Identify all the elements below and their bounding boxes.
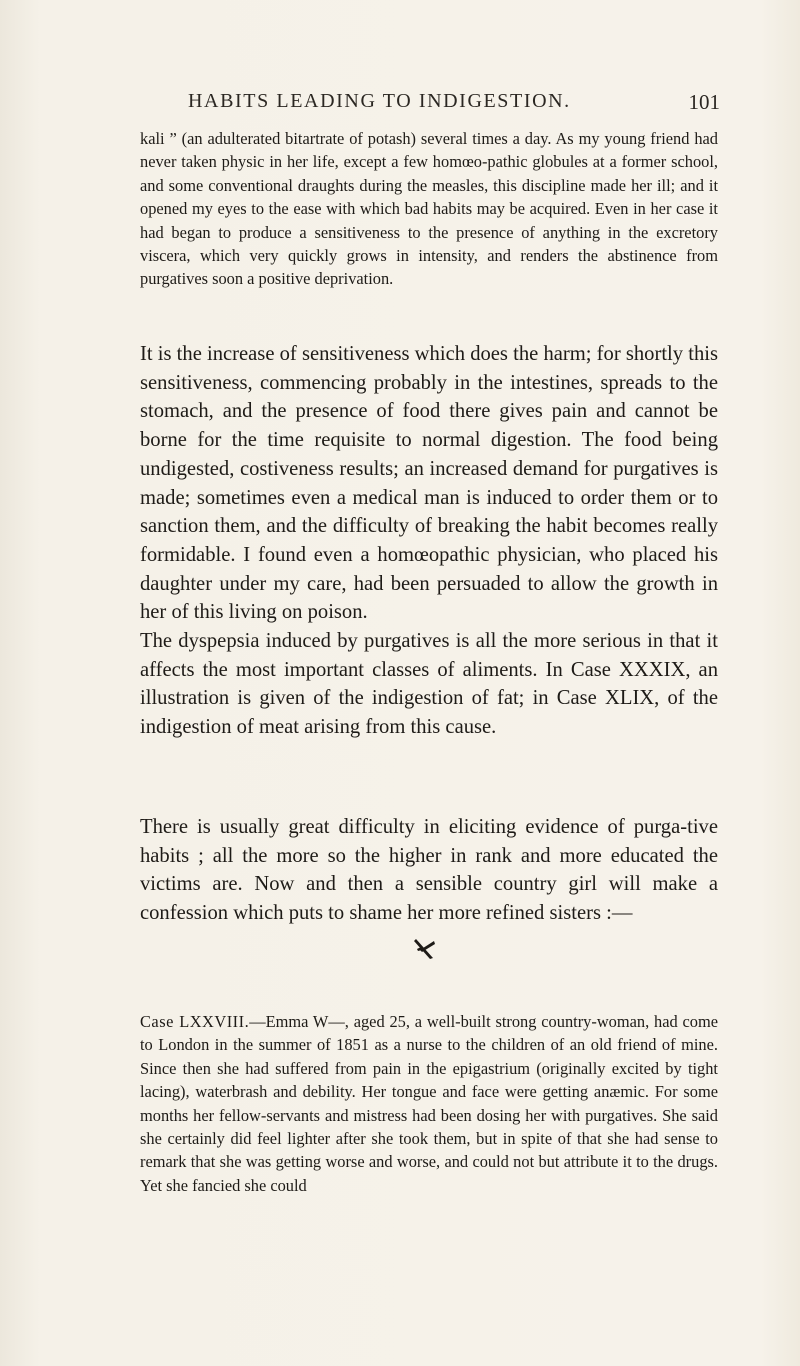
- case-report: [140, 1010, 718, 1197]
- paragraph-4-block: [140, 813, 718, 928]
- paragraph-2: It is the increase of sensitiveness which does the harm; for shortly this sensitiveness, commencing probably in the intestines, spreads to the stomach, and the presence of food there gives pain and cannot be borne for the time requisite to normal digestion. The food being undigested, costiveness results; an increased demand for purgatives is made; sometimes even a medical man is induced to order them or to sanction them, and the difficulty of breaking the habit becomes really formidable. I found even a homœopathic physician, who placed his daughter under my care, had been persuaded to allow the growth in her of this living on poison.: [140, 343, 718, 624]
- paragraph-1: kali ” (an adulterated bitartrate of potash) several times a day. As my young friend had never taken physic in her life, except a few homœo-pathic globules at a former school, and some conventional draughts during the measles, this discipline made her ill; and it opened my eyes to the ease with which bad habits may be acquired. Even in her case it had began to produce a sensitiveness to the presence of anything in the excretory viscera, which very quickly grows in intensity, and renders the abstinence from purgatives soon a positive deprivation.: [140, 129, 718, 289]
- page-number: 101: [688, 90, 720, 114]
- paragraph-continuation: [140, 127, 718, 291]
- asterism-ornament-icon: [413, 937, 437, 961]
- paragraph-3: The dyspepsia induced by purgatives is all the more serious in that it affects the most important classes of aliments. In Case XXXIX, an illustration is given of the indigestion of fat; in Case XLIX, of the indigestion of meat arising from this cause.: [140, 630, 718, 739]
- case-paragraph: [140, 1010, 718, 1197]
- paragraph-group: [140, 340, 718, 742]
- paragraph-4: There is usually great difficulty in eliciting evidence of purga-tive habits ; all the more so the higher in rank and more educated the victims are. Now and then a sensible country girl will make a confession which puts to shame her more refined sisters :—: [140, 816, 718, 925]
- case-label: Case LXXVIII.: [140, 1012, 250, 1031]
- case-text: —Emma W—, aged 25, a well-built strong country-woman, had come to London in the summer of 1851 as a nurse to the children of an old friend of mine. Since then she had suffered from pain in the epigastrium (originally excited by tight lacing), waterbrash and debility. Her tongue and face were getting anæmic. For some months her fellow-servants and mistress had been dosing her with purgatives. She said she certainly did feel lighter after she took them, but in spite of that she had sense to remark that she was getting worse and worse, and could not but attribute it to the drugs. Yet she fancied she could: [140, 1012, 718, 1195]
- page-header: [150, 90, 720, 120]
- running-title: HABITS LEADING TO INDIGESTION.: [188, 90, 571, 112]
